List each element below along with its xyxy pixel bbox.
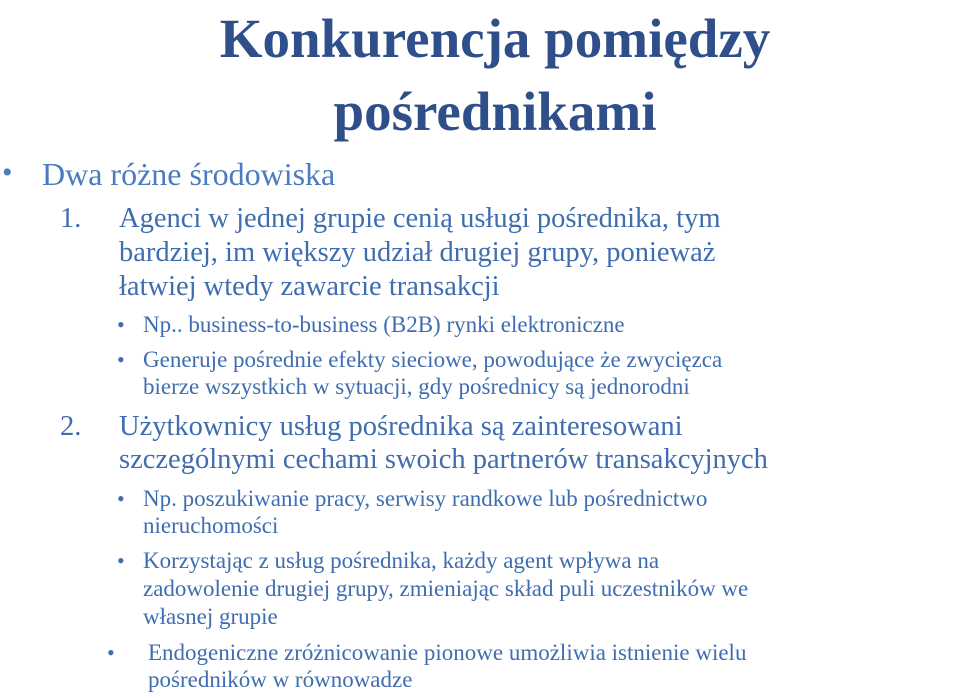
slide-title-line-2: pośrednikami [333, 81, 657, 142]
slide-title [0, 2, 960, 148]
item-2-line-1: Użytkownicy usług pośrednika są zainteresowani [119, 411, 683, 442]
item-1-sub-2-line-2: bierze wszystkich w sytuacji, gdy pośrednicy są jednorodni [143, 374, 690, 399]
item-1-line-1: Agenci w jednej grupie cenią usługi pośrednika, tym [119, 203, 721, 234]
item-2-sub-3-line-2: pośredników w równowadze [148, 667, 413, 692]
item-2-sub-1-line-2: nieruchomości [143, 513, 279, 538]
item-1-sub-2-line-1: Generuje pośrednie efekty sieciowe, powodujące że zwycięzca [143, 347, 723, 372]
item-2-sub-2-line-1: Korzystając z usług pośrednika, każdy agent wpływa na [143, 548, 660, 573]
item-2-sub-2-line-3: własnej grupie [143, 604, 278, 629]
item-number-1: 1. [60, 203, 82, 234]
slide-title-line-1: Konkurencja pomiędzy [219, 8, 771, 69]
item-2-line-2: szczególnymi cechami swoich partnerów transakcyjnych [119, 444, 768, 475]
item-number-2: 2. [60, 411, 82, 442]
item-2-sub-3-line-1: Endogeniczne zróżnicowanie pionowe umożliwia istnienie wielu [148, 640, 747, 665]
item-1-sub-1-line-1: Np.. business-to-business (B2B) rynki elektroniczne [143, 312, 625, 337]
item-2-sub-2-line-2: zadowolenie drugiej grupy, zmieniając skład puli uczestników we [143, 576, 749, 601]
bullet-icon: • [117, 486, 125, 511]
item-1-line-3: łatwiej wtedy zawarcie transakcji [119, 271, 500, 302]
item-2-sub-1-line-1: Np. poszukiwanie pracy, serwisy randkowe lub pośrednictwo [143, 486, 708, 511]
item-1-line-2: bardziej, im większy udział drugiej grupy, ponieważ [119, 237, 716, 268]
bullet-icon: • [117, 312, 125, 337]
bullet-icon: • [117, 548, 125, 573]
bullet-icon: • [107, 640, 115, 665]
bullet-icon: • [117, 347, 125, 372]
bullet-icon: • [2, 156, 13, 189]
main-bullet-text: Dwa różne środowiska [42, 156, 336, 192]
